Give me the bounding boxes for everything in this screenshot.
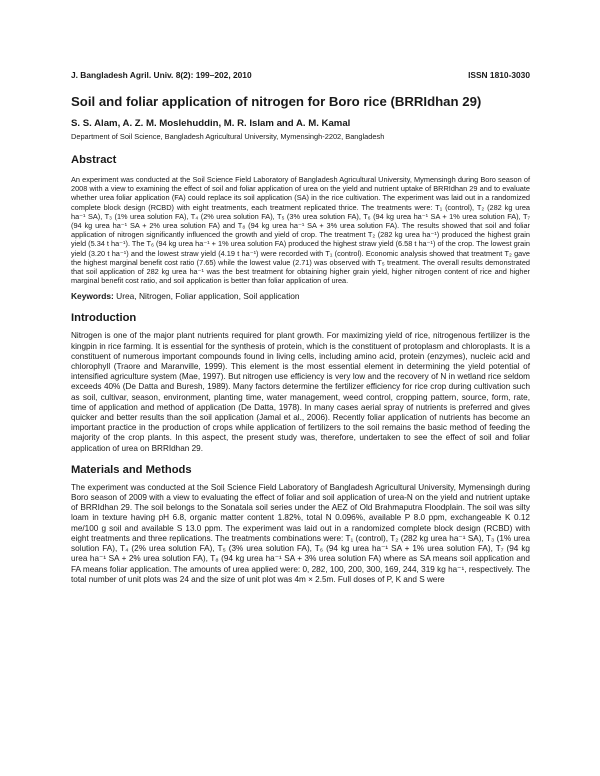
paper-page (71, 70, 530, 585)
author-affiliation: Department of Soil Science, Bangladesh Agricultural University, Mymensingh-2202, Bangladesh (71, 132, 385, 141)
journal-issn: ISSN 1810-3030 (468, 70, 530, 80)
journal-header (71, 70, 530, 80)
paper-title: Soil and foliar application of nitrogen for Boro rice (BRRIdhan 29) (71, 94, 482, 109)
abstract-text: An experiment was conducted at the Soil Science Field Laboratory of Bangladesh Agricultural University, Mymensingh during Boro season of 2008 with a view to examining the effect of soil and foliar application of urea on the yield and nutrient uptake of BRRIdhan 29 and to evaluate whether urea foliar application (FA) could replace its soil application (SA) in the rice cultivation. The experiment was laid out in a randomized complete block design (RCBD) with eight treatments, each treatment replicated thrice. The treatments were: T₁ (control), T₂ (282 kg urea ha⁻¹ SA), T₃ (1% urea solution FA), T₄ (2% urea solution FA), T₅ (3% urea solution FA), T₆ (94 kg urea ha⁻¹ SA + 1% urea solution FA), T₇ (94 kg urea ha⁻¹ SA + 2% urea solution FA) and T₈ (94 kg urea ha⁻¹ SA + 3% urea solution FA). The results showed that soil and foliar application of nitrogen significantly influenced the growth and yield of crop. The treatment T₂ (282 kg urea ha⁻¹) produced the highest grain yield (5.34 t ha⁻¹). The T₆ (94 kg urea ha⁻¹ + 1% urea solution FA) produced the highest straw yield (6.58 t ha⁻¹) of the crop. The lowest grain yield (3.20 t ha⁻¹) and the lowest straw yield (4.19 t ha⁻¹) were recorded with T₁ (control). Economic analysis showed that treatment T₂ gave the highest marginal benefit cost ratio (7.65) while the lowest value (2.71) was observed with T₅ treatment. The overall results demonstrated that soil application of 282 kg urea ha⁻¹ was the best treatment for obtaining higher grain yield, higher nitrogen content of rice and higher marginal benefit cost ratio, and soil application is better than foliar application of urea. (71, 175, 530, 286)
abstract-heading: Abstract (71, 154, 117, 166)
keywords-label: Keywords: (71, 291, 114, 302)
introduction-text: Nitrogen is one of the major plant nutrients required for plant growth. For maximizing yield of rice, nitrogenous fertilizer is the kingpin in rice farming. It is essential for the synthesis of protein, which is the constituent of protoplasm and chloroplasts. It is a constituent of numerous important compounds found in living cells, including amino acid, protein (enzymes), nucleic acid and chlorophyll (Traore and Maranville, 1999). This element is the most essential element in determining the yield potential of intensified agriculture system (Mae, 1997). But nitrogen use efficiency is very low and the recovery of N in wetland rice seldom exceeds 40% (De Datta and Buresh, 1989). Many factors determine the fertilizer efficiency for rice crop during cultivation such as soil, cultivar, season, environment, planting time, water management, weed control, cropping pattern, source, form, rate, time of application and method of application (De Datta, 1978). In many cases aerial spray of nutrients is preferred and gives quicker and better results than the soil application (Jamal et al., 2006). Recently foliar application of nutrients has become an important practice in the production of crops while application of fertilizers to the soil remains the basic method of feeding the majority of the crop plants. In this aspect, the present study was, therefore, undertaken to see the effect of soil and foliar application of urea on BRRIdhan 29. (71, 331, 530, 453)
keywords-list: Urea, Nitrogen, Foliar application, Soil application (113, 291, 300, 302)
paper-authors: S. S. Alam, A. Z. M. Moslehuddin, M. R. Islam and A. M. Kamal (71, 118, 351, 129)
methods-text: The experiment was conducted at the Soil Science Field Laboratory of Bangladesh Agricultural University, Mymensingh during Boro season of 2009 with a view to evaluating the effect of foliar and soil application of urea-N on the yield and nutrient uptake of BRRIdhan 29. The soil belongs to the Sonatala soil series under the AEZ of Old Brahmaputra Floodplain. The soil was silty loam in texture having pH 6.8, organic matter content 1.82%, total N 0.096%, available P 8.0 ppm, exchangeable K 0.12 me/100 g soil and available S 13.0 ppm. The experiment was laid out in a randomized complete block design (RCBD) with eight treatments and three replications. The treatments combinations were: T₁ (control), T₂ (282 kg urea ha⁻¹ SA), T₃ (1% urea solution FA), T₄ (2% urea solution FA), T₅ (3% urea solution FA), T₆ (94 kg urea ha⁻¹ SA + 1% urea solution FA), T₇ (94 kg urea ha⁻¹ SA + 2% urea solution FA), T₈ (94 kg urea ha⁻¹ SA + 3% urea solution FA) where as SA means soil application and FA means foliar application. The amounts of urea applied were: 0, 282, 100, 200, 300, 169, 244, 319 kg ha⁻¹, respectively. The total number of unit plots was 24 and the size of unit plot was 4m × 2.5m. Full doses of P, K and S were (71, 482, 530, 584)
introduction-heading: Introduction (71, 312, 137, 325)
keywords (71, 291, 530, 301)
methods-heading: Materials and Methods (71, 463, 192, 476)
journal-citation: J. Bangladesh Agril. Univ. 8(2): 199–202, 2010 (71, 70, 252, 80)
